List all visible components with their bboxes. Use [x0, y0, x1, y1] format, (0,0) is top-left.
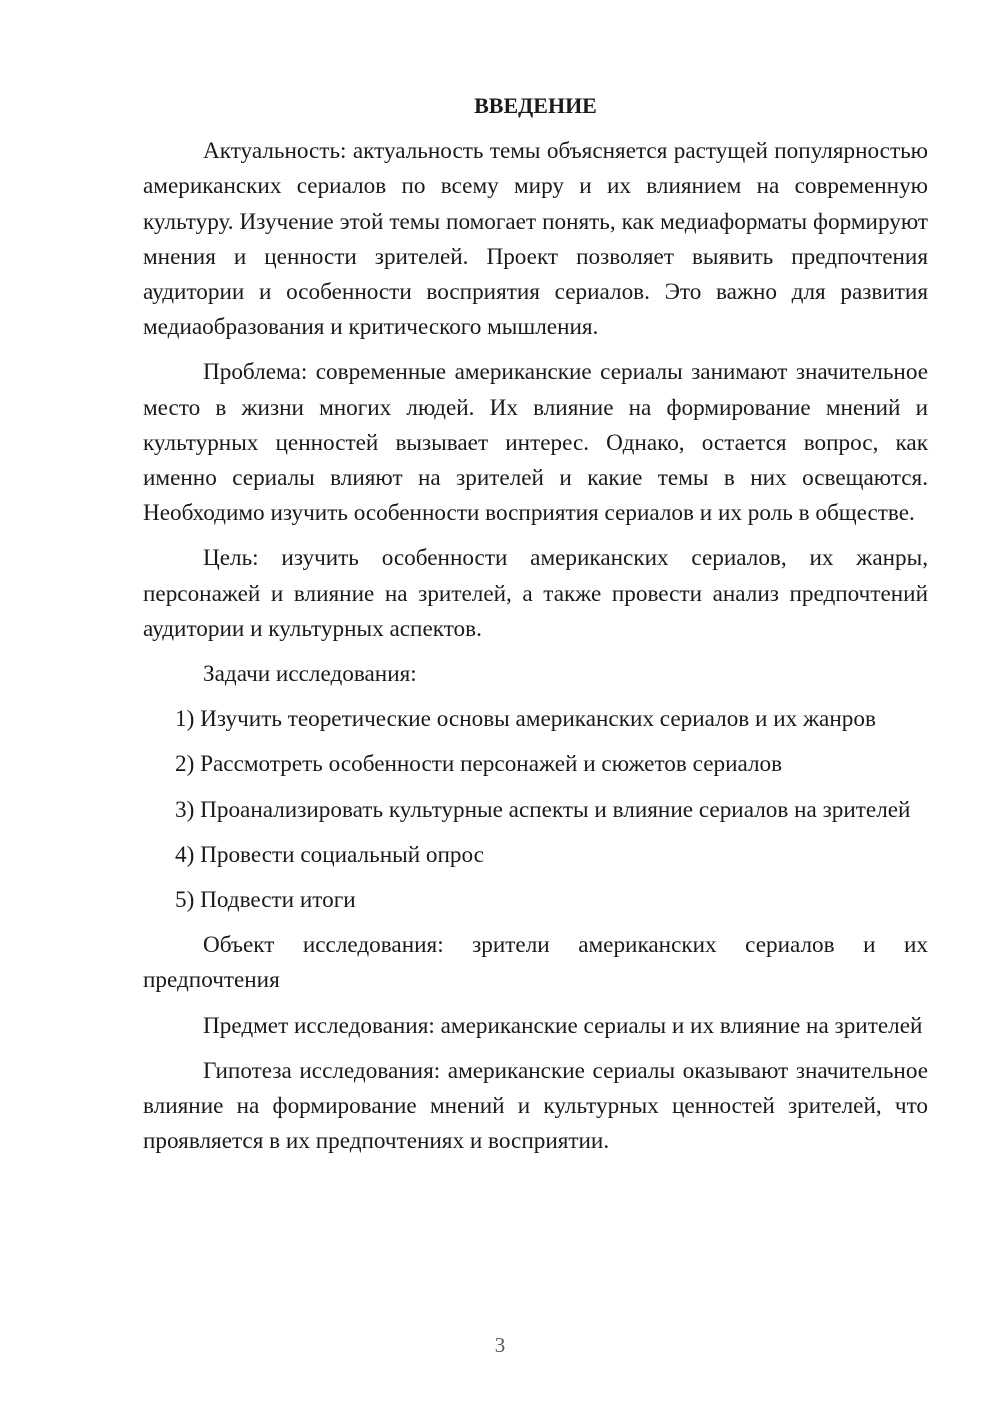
- task-item-1: 1) Изучить теоретические основы американских сериалов и их жанров: [175, 706, 876, 733]
- task-item-3: 3) Проанализировать культурные аспекты и влияние сериалов на зрителей: [175, 796, 911, 823]
- task-item-2: 2) Рассмотреть особенности персонажей и сюжетов сериалов: [175, 751, 783, 778]
- page-number: 3: [494, 1333, 506, 1357]
- paragraph-hypothesis: Гипотеза исследования: американские сериалы оказывают значительное влияние на формирование мнений и культурных ценностей зрителей, что проявляется в их предпочтениях и восприятии.: [143, 1057, 928, 1155]
- paragraph-relevance: Актуальность: актуальность темы объясняется растущей популярностью американских сериалов по всему миру и их влиянием на современную культуру. Изучение этой темы помогает понять, как медиаформаты формируют мнения и ценности зрителей. Проект позволяет выявить предпочтения аудитории и особенности восприятия сериалов. Это важно для развития медиаобразования и критического мышления.: [143, 138, 928, 341]
- paragraph-goal: Цель: изучить особенности американских сериалов, их жанры, персонажей и влияние на зрителей, а также провести анализ предпочтений аудитории и культурных аспектов.: [143, 545, 928, 642]
- document-page: [143, 88, 928, 1169]
- tasks-heading: Задачи исследования:: [203, 661, 417, 688]
- paragraph-problem: Проблема: современные американские сериалы занимают значительное место в жизни многих людей. Их влияние на формирование мнений и культурных ценностей вызывает интерес. Однако, остается вопрос, как именно сериалы влияют на зрителей и какие темы в них освещаются. Необходимо изучить особенности восприятия сериалов и их роль в обществе.: [143, 359, 928, 527]
- paragraph-subject: Предмет исследования: американские сериалы и их влияние на зрителей: [203, 1012, 923, 1039]
- task-item-5: 5) Подвести итоги: [175, 887, 356, 914]
- paragraph-object: Объект исследования: зрители американских сериалов и их предпочтения: [143, 932, 928, 994]
- task-item-4: 4) Провести социальный опрос: [175, 841, 484, 868]
- document-title: ВВЕДЕНИЕ: [474, 93, 597, 118]
